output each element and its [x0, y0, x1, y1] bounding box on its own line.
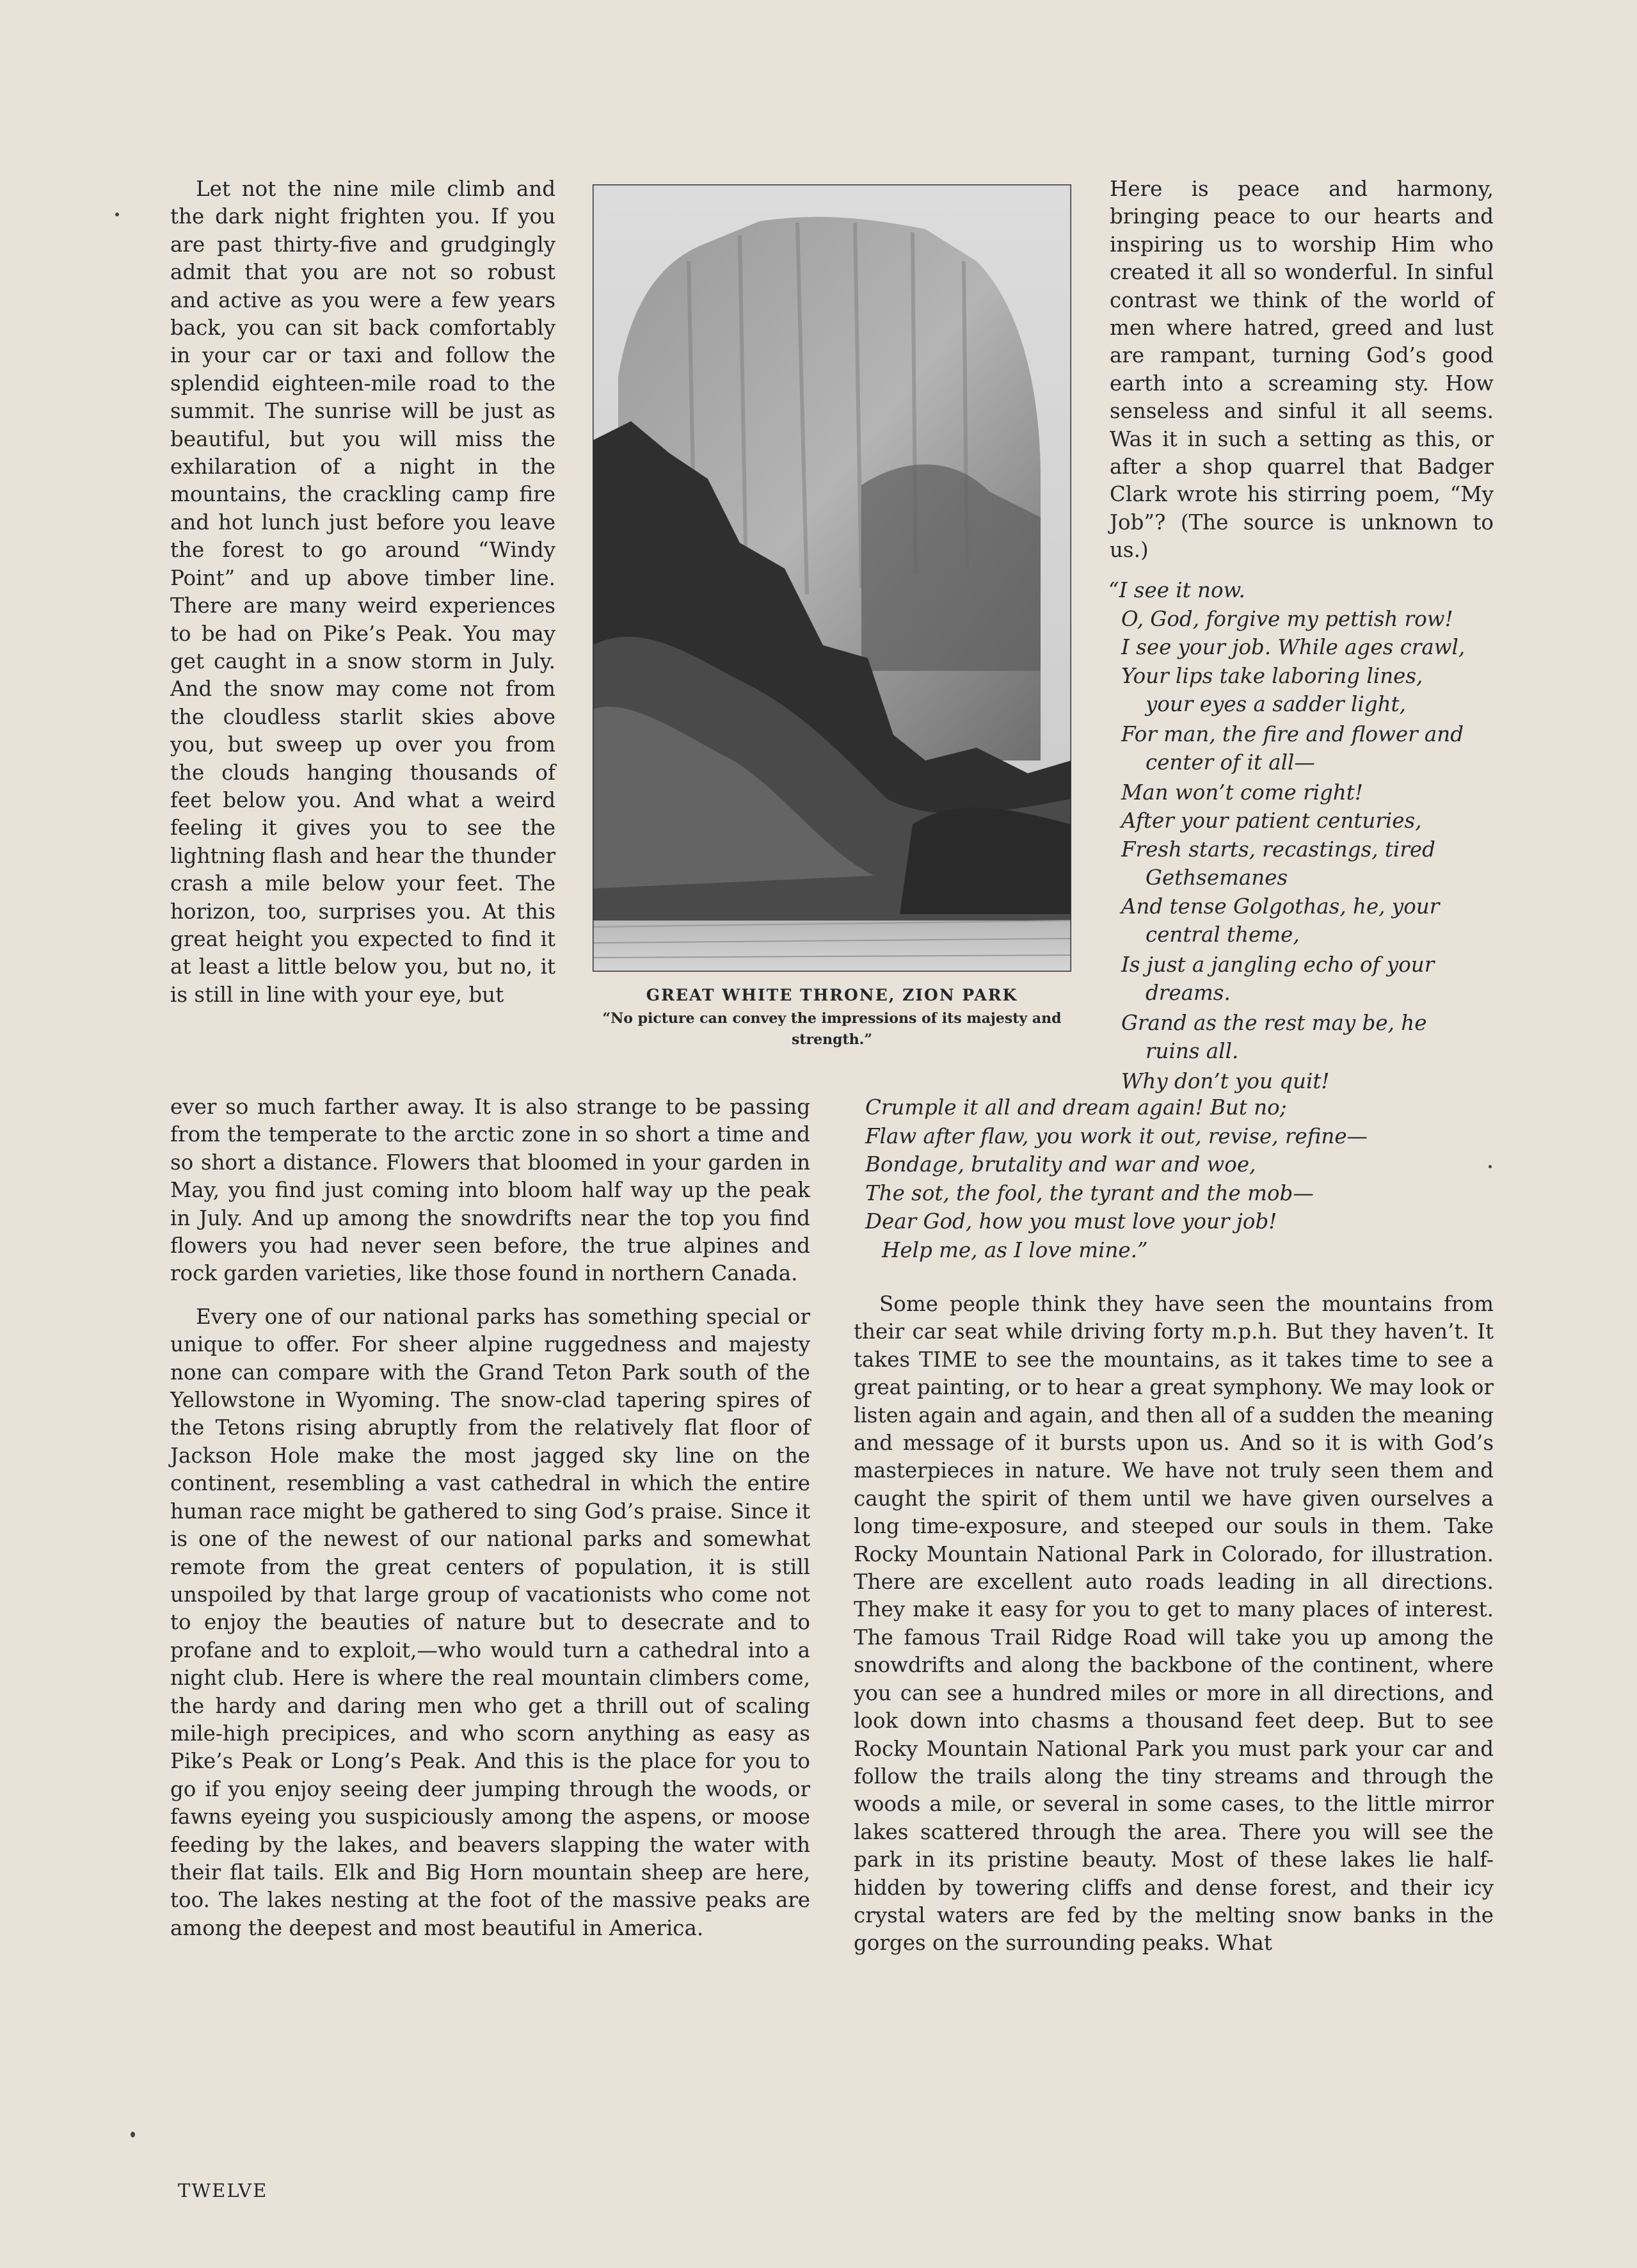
poem-line: Help me, as I love mine.”: [882, 1237, 1148, 1262]
poem-line: Man won’t come right!: [1121, 780, 1363, 805]
poem-my-job-part-1: [1108, 576, 1495, 1095]
poem-line: Your lips take laboring lines,: [1121, 663, 1423, 688]
poem-line: dreams.: [1146, 981, 1231, 1005]
poem-line: After your patient centuries,: [1121, 808, 1422, 833]
ink-speck: [1489, 1165, 1492, 1168]
poem-line: Grand as the rest may be, he: [1121, 1010, 1427, 1035]
poem-line: Dear God, how you must love your job!: [865, 1209, 1277, 1234]
paragraph: Every one of our national parks has something special or unique to offer. For sheer alpine ruggedness and majesty none can compare with the Grand Teton Park south of the Yellowstone in Wyoming. The snow-clad tapering spires of the Tetons rising abruptly from the relatively flat floor of Jackson Hole make the most jagged sky line on the continent, resembling a vast cathedral in which the entire human race might be gathered to sing God’s praise. Since it is one of the newest of our national parks and somewhat remote from the great centers of population, it is still unspoiled by that large group of vacationists who come not to enjoy the beauties of nature but to desecrate and to profane and to exploit,—who would turn a cathedral into a night club. Here is where the real mountain climbers come, the hardy and daring men who get a thrill out of scaling mile-high precipices, and who scorn anything as easy as Pike’s Peak or Long’s Peak. And this is the place for you to go if you enjoy seeing deer jumping through the woods, or fawns eyeing you suspiciously among the aspens, or moose feeding by the lakes, and beavers slapping the water with their flat tails. Elk and Big Horn mountain sheep are here, too. The lakes nesting at the foot of the massive peaks are among the deepest and most beautiful in America.: [170, 1304, 810, 1940]
photo-caption-title: GREAT WHITE THRONE, ZION PARK: [646, 986, 1018, 1004]
poem-line: For man, the fire and flower and: [1121, 721, 1464, 746]
poem-line: center of it all—: [1146, 750, 1315, 775]
poem-line: Gethsemanes: [1146, 865, 1288, 890]
mountain-photo-illustration: [593, 184, 1071, 972]
poem-line: “I see it now.: [1108, 578, 1245, 602]
poem-line: Fresh starts, recastings, tired: [1121, 837, 1435, 862]
lower-left-text: [170, 1093, 810, 1942]
left-column-text: [170, 175, 555, 1009]
poem-line: your eyes a sadder light,: [1146, 692, 1406, 716]
poem-line: And tense Golgothas, he, your: [1121, 894, 1440, 919]
great-white-throne-photo: [593, 184, 1071, 972]
poem-line: Crumple it all and dream again! But no;: [865, 1095, 1287, 1120]
ink-speck: [131, 2132, 135, 2137]
poem-line: I see your job. While ages crawl,: [1121, 635, 1465, 659]
poem-line: The sot, the fool, the tyrant and the mob—: [865, 1180, 1314, 1205]
poem-line: O, God, forgive my pettish row!: [1121, 606, 1453, 631]
lower-right-text: [854, 1291, 1494, 1958]
ink-speck: [115, 213, 119, 216]
poem-line: ruins all.: [1146, 1039, 1239, 1063]
paragraph: Here is peace and harmony, bringing peace to our hearts and inspiring us to worship Him who created it all so wonderful. In sinful contrast we think of the world of men where hatred, greed and lust are rampant, turning God’s good earth into a screaming sty. How senseless and sinful it all seems. Was it in such a setting as this, or after a shop quarrel that Badger Clark wrote his stirring poem, “My Job”? (The source is unknown to us.): [1110, 177, 1494, 563]
poem-line: Bondage, brutality and war and woe,: [865, 1152, 1256, 1177]
paragraph: Let not the nine mile climb and the dark night frighten you. If you are past thirty-five and grudgingly admit that you are not so robust and active as you were a few years back, you can sit back comfortably in your car or taxi and follow the splendid eighteen-mile road to the summit. The sunrise will be just as beautiful, but you will miss the exhilaration of a night in the mountains, the crackling camp fire and hot lunch just before you leave the forest to go around “Windy Point” and up above timber line. There are many weird experiences to be had on Pike’s Peak. You may get caught in a snow storm in July. And the snow may come not from the cloudless starlit skies above you, but sweep up over you from the clouds hanging thousands of feet below you. And what a weird feeling it gives you to see the lightning flash and hear the thunder crash a mile below your feet. The horizon, too, surprises you. At this great height you expected to find it at least a little below you, but no, it is still in line with your eye, but: [170, 177, 555, 1007]
poem-line: central theme,: [1146, 922, 1300, 947]
paragraph: ever so much farther away. It is also strange to be passing from the temperate to the arctic zone in so short a time and so short a distance. Flowers that bloomed in your garden in May, you find just coming into bloom half way up the peak in July. And up among the snowdrifts near the top you find flowers you had never seen before, the true alpines and rock garden varieties, like those found in northern Canada.: [170, 1095, 810, 1286]
poem-line: Flaw after flaw, you work it out, revise, refine—: [865, 1123, 1368, 1148]
photo-caption-text: “No picture can convey the impressions of its majesty and strength.”: [602, 1010, 1062, 1048]
poem-my-job-part-2: [865, 1093, 1492, 1264]
paragraph: Some people think they have seen the mountains from their car seat while driving forty m.p.h. But they haven’t. It takes TIME to see the mountains, as it takes time to see a great painting, or to hear a great symphony. We may look or listen again and again, and then all of a sudden the meaning and message of it bursts upon us. And so it is with God’s masterpieces in nature. We have not truly seen them and caught the spirit of them until we have given ourselves a long time-exposure, and steeped our souls in them. Take Rocky Mountain National Park in Colorado, for illustration. There are excellent auto roads leading in all directions. They make it easy for you to get to many places of interest. The famous Trail Ridge Road will take you up among the snowdrifts and along the backbone of the continent, where you can see a hundred miles or more in all directions, and look down into chasms a thousand feet deep. But to see Rocky Mountain National Park you must park your car and follow the trails along the tiny streams and through the woods a mile, or several in some cases, to the little mirror lakes scattered through the area. There you will see the park in its pristine beauty. Most of these lakes lie half-hidden by towering cliffs and dense forest, and their icy crystal waters are fed by the melting snow banks in the gorges on the surrounding peaks. What: [854, 1292, 1494, 1956]
page-number: TWELVE: [178, 2180, 268, 2201]
poem-line: Is just a jangling echo of your: [1121, 952, 1435, 977]
poem-line: Why don’t you quit!: [1121, 1068, 1330, 1093]
right-column-text: [1110, 175, 1494, 565]
